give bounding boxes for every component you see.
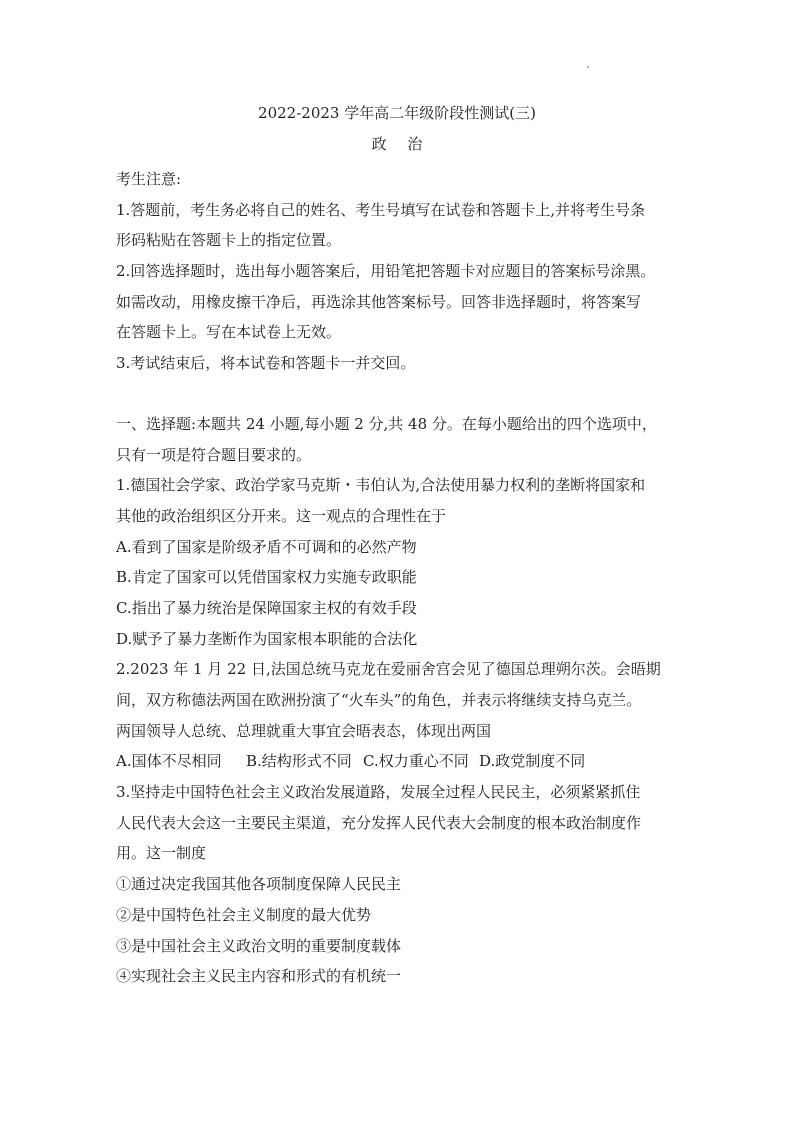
notice-line: 2.回答选择题时，选出每小题答案后，用铅笔把答题卡对应题目的答案标号涂黑。: [116, 262, 656, 281]
question-3-item-4: ④实现社会主义民主内容和形式的有机统一: [116, 967, 402, 986]
question-1-option-a: A.看到了国家是阶级矛盾不可调和的必然产物: [116, 537, 417, 556]
section-instruction: 只有一项是符合题目要求的。: [116, 445, 312, 464]
question-2-option-a: A.国体不尽相同: [116, 752, 222, 771]
exam-body: [116, 164, 686, 992]
section-gap: [116, 379, 686, 409]
question-1-stem: 其他的政治组织区分开来。这一观点的合理性在于: [116, 506, 447, 525]
question-1-option-b: B.肯定了国家可以凭借国家权力实施专政职能: [116, 568, 417, 587]
notice-line: 1.答题前，考生务必将自己的姓名、考生号填写在试卷和答题卡上,并将考生号条: [116, 200, 646, 219]
question-2-stem: 2.2023 年 1 月 22 日,法国总统马克龙在爱丽舍宫会见了德国总理朔尔茨。会晤期: [116, 660, 661, 679]
notice-line: 如需改动，用橡皮擦干净后，再选涂其他答案标号。回答非选择题时，将答案写: [116, 292, 642, 311]
question-2-stem: 两国领导人总统、总理就重大事宜会晤表态，体现出两国: [116, 721, 492, 740]
question-2-stem: 间，双方称德法两国在欧洲扮演了“火车头”的角色，并表示将继续支持乌克兰。: [116, 691, 642, 709]
notice-line: 在答题卡上。写在本试卷上无效。: [116, 323, 342, 342]
notice-heading: 考生注意:: [116, 170, 182, 188]
notice-line: 形码粘贴在答题卡上的指定位置。: [116, 231, 342, 250]
question-3-stem: 用。这一制度: [116, 844, 207, 863]
notice-line: 3.考试结束后，将本试卷和答题卡一并交回。: [116, 354, 416, 373]
question-3-item-3: ③是中国社会主义政治文明的重要制度载体: [116, 936, 402, 955]
subject-title: 政 治: [371, 135, 431, 153]
question-2-option-c: C.权力重心不同: [363, 752, 469, 771]
question-3-item-2: ②是中国特色社会主义制度的最大优势: [116, 905, 372, 924]
question-2-option-d: D.政党制度不同: [479, 752, 586, 771]
scan-dot: [587, 66, 589, 68]
question-2-option-b: B.结构形式不同: [246, 752, 352, 771]
question-3-item-1: ①通过决定我国其他各项制度保障人民民主: [116, 875, 402, 894]
question-1-stem: 1.德国社会学家、政治学家马克斯・韦伯认为,合法使用暴力权利的垄断将国家和: [116, 476, 646, 495]
question-3-stem: 人民代表大会这一主要民主渠道，充分发挥人民代表大会制度的根本政治制度作: [116, 813, 642, 832]
question-2-options: [116, 746, 686, 777]
question-1-option-c: C.指出了暴力统治是保障国家主权的有效手段: [116, 598, 417, 617]
section-instruction: 一、选择题:本题共 24 小题,每小题 2 分,共 48 分。在每小题给出的四个选项中，: [116, 414, 657, 433]
question-3-stem: 3.坚持走中国特色社会主义政治发展道路，发展全过程人民民主，必须紧紧抓住: [116, 783, 641, 802]
question-1-option-d: D.赋予了暴力垄断作为国家根本职能的合法化: [116, 629, 418, 648]
exam-title: 2022-2023 学年高二年级阶段性测试(三): [258, 104, 536, 122]
